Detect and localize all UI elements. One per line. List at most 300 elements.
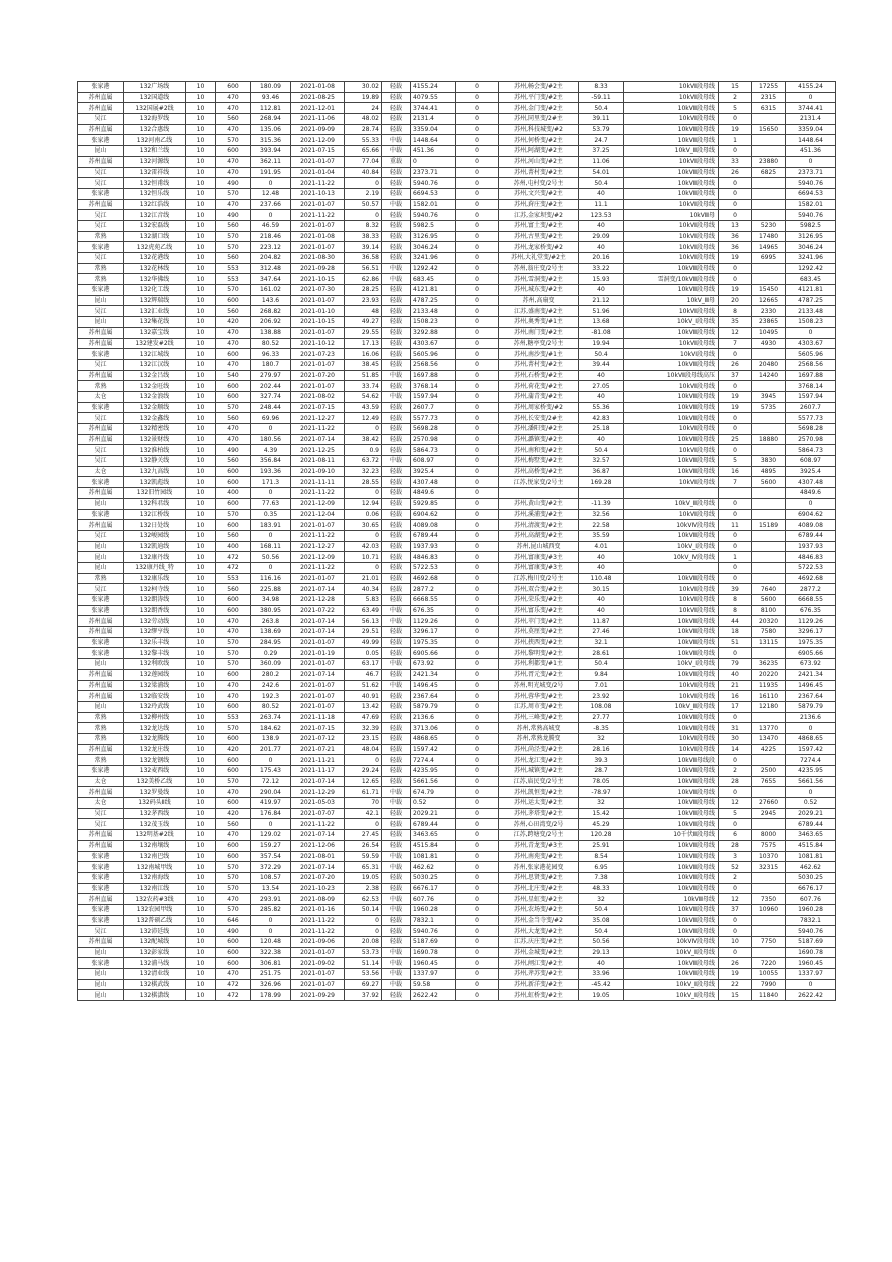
table-cell: 轻载 (382, 220, 411, 231)
table-cell: 27.45 (345, 830, 382, 841)
table-row (78, 327, 836, 338)
table-cell: 372.29 (251, 862, 291, 873)
table-cell: 2021-07-14 (291, 862, 345, 873)
table-cell: 43.59 (345, 402, 382, 413)
table-cell: 10kVⅡ段母线 (624, 199, 719, 210)
table-cell (752, 552, 786, 563)
table-cell: 苏州,菁村变/#2主 (499, 359, 579, 370)
table-cell: 470 (216, 124, 251, 135)
table-row (78, 231, 836, 242)
table-cell: 10 (186, 82, 216, 93)
table-cell: 0 (456, 434, 499, 445)
table-cell: 600 (216, 466, 251, 477)
table-cell: 132日处线 (124, 520, 186, 531)
table-cell: 吴江 (78, 530, 124, 541)
table-cell: 55.36 (579, 402, 624, 413)
table-cell: 132恒甫线 (124, 178, 186, 189)
table-cell: 10 (186, 926, 216, 937)
table-cell: 132景财线 (124, 434, 186, 445)
table-cell: 132利欧线 (124, 659, 186, 670)
table-cell: 0 (456, 242, 499, 253)
table-cell: 苏州直属 (78, 894, 124, 905)
table-cell: 40 (579, 188, 624, 199)
table-cell: 苏州,翁庄变/2号主 (499, 263, 579, 274)
table-cell: 10 (186, 637, 216, 648)
table-cell: 苏州,科技城变/#2 (499, 124, 579, 135)
table-cell: 2136.6 (786, 712, 836, 723)
table-cell: 2133.48 (786, 306, 836, 317)
table-cell: 37 (719, 370, 752, 381)
table-cell: 轻载 (382, 637, 411, 648)
table-cell: 2500 (752, 766, 786, 777)
table-cell: 19 (719, 253, 752, 264)
table-cell: 25 (719, 434, 752, 445)
table-cell: 32 (579, 894, 624, 905)
table-cell: 77.63 (251, 498, 291, 509)
table-cell: 132金旺线 (124, 381, 186, 392)
table-cell: 5929.85 (411, 498, 456, 509)
table-cell: 40.91 (345, 691, 382, 702)
table-cell: 0 (345, 926, 382, 937)
table-cell: 0 (251, 210, 291, 221)
table-cell: 193.36 (251, 466, 291, 477)
table-cell: 10 (186, 188, 216, 199)
table-cell: 4303.67 (411, 338, 456, 349)
table-cell: 10370 (752, 851, 786, 862)
table-cell: 0 (456, 167, 499, 178)
table-cell: 3359.04 (786, 124, 836, 135)
table-cell: 2021-01-19 (291, 648, 345, 659)
table-cell: 7 (719, 477, 752, 488)
table-cell: 13770 (752, 723, 786, 734)
table-cell: 0 (251, 755, 291, 766)
table-cell: 10kVⅢ段母线 (624, 926, 719, 937)
table-cell: 21 (719, 680, 752, 691)
table-row (78, 552, 836, 563)
table-cell: 132茅西线 (124, 808, 186, 819)
table-cell: 常熟 (78, 231, 124, 242)
table-cell: 10kVⅢ段母线 (624, 124, 719, 135)
table-cell: 600 (216, 669, 251, 680)
table-cell: 0 (251, 178, 291, 189)
table-cell: 553 (216, 274, 251, 285)
table-cell: 10 (186, 562, 216, 573)
table-cell: 53.79 (579, 124, 624, 135)
table-cell: 苏州直属 (78, 488, 124, 499)
table-cell: 7220 (752, 958, 786, 969)
table-cell: 5030.25 (411, 872, 456, 883)
table-cell: 6694.53 (786, 188, 836, 199)
table-cell: 570 (216, 231, 251, 242)
table-cell: 昆山 (78, 979, 124, 990)
table-cell: 苏州,心田湾变/2号 (499, 819, 579, 830)
table-cell: 吴江 (78, 167, 124, 178)
table-cell: 132花林线 (124, 263, 186, 274)
table-cell: 苏州,苹门变/#2主 (499, 616, 579, 627)
table-cell: 50.14 (345, 904, 382, 915)
table-cell: 苏州,北庄变/#2主 (499, 883, 579, 894)
table-cell: 0 (456, 253, 499, 264)
table-cell: 15 (719, 990, 752, 1001)
table-cell: 中载 (382, 146, 411, 157)
table-cell: 462.62 (786, 862, 836, 873)
table-cell: 2021-09-02 (291, 958, 345, 969)
table-cell: 11840 (752, 990, 786, 1001)
table-cell: 10kVⅡ段母线 (624, 114, 719, 125)
table-cell: 0 (345, 915, 382, 926)
table-cell: 48 (345, 306, 382, 317)
table-cell: 10 (186, 220, 216, 231)
table-cell: 570 (216, 862, 251, 873)
table-row (78, 338, 836, 349)
table-row (78, 135, 836, 146)
table-cell: 轻载 (382, 466, 411, 477)
table-cell: 48.04 (345, 744, 382, 755)
table-cell: 常熟 (78, 263, 124, 274)
table-cell: 180.56 (251, 434, 291, 445)
table-cell: 13.42 (345, 701, 382, 712)
table-cell: 50.4 (579, 349, 624, 360)
table-row (78, 808, 836, 819)
table-cell: 30.02 (345, 82, 382, 93)
table-row (78, 680, 836, 691)
table-cell: 昆山 (78, 146, 124, 157)
table-row (78, 894, 836, 905)
table-cell: 吴江 (78, 114, 124, 125)
table-cell: 322.38 (251, 947, 291, 958)
table-cell: 470 (216, 434, 251, 445)
table-cell: 10055 (752, 969, 786, 980)
table-cell: 10kVⅢ段母线 (624, 391, 719, 402)
table-cell: 51.96 (579, 306, 624, 317)
table-cell: 苏州,城东变/#2主 (499, 285, 579, 296)
table-cell: 132梁浦线 (124, 680, 186, 691)
table-cell: 10kVⅡ段母线 (624, 306, 719, 317)
table-row (78, 830, 836, 841)
table-cell: 轻载 (382, 188, 411, 199)
table-cell: 20 (719, 295, 752, 306)
table-cell: 0 (719, 562, 752, 573)
table-cell: 2367.64 (786, 691, 836, 702)
table-cell: 2021-08-02 (291, 391, 345, 402)
table-cell: 2021-11-22 (291, 819, 345, 830)
table-cell: 17480 (752, 231, 786, 242)
table-cell: 2021-08-30 (291, 253, 345, 264)
table-cell: 13.68 (579, 317, 624, 328)
table-cell: 1960.28 (786, 904, 836, 915)
table-row (78, 701, 836, 712)
table-cell: 1292.42 (411, 263, 456, 274)
table-cell: 苏州,葑庄变/#2主 (499, 199, 579, 210)
table-cell: 360.09 (251, 659, 291, 670)
table-cell: 中载 (382, 263, 411, 274)
table-row (78, 862, 836, 873)
table-cell: 132柯寺线 (124, 584, 186, 595)
table-cell: 608.97 (786, 456, 836, 467)
table-cell (752, 755, 786, 766)
table-cell: 16 (719, 691, 752, 702)
table-cell: 2021-01-07 (291, 659, 345, 670)
table-cell: 206.92 (251, 317, 291, 328)
table-cell: 10kVⅢ段母线 (624, 648, 719, 659)
table-cell: 72.12 (251, 776, 291, 787)
table-cell: 13115 (752, 637, 786, 648)
table-cell: 570 (216, 135, 251, 146)
table-row (78, 424, 836, 435)
table-cell: 178.99 (251, 990, 291, 1001)
table-cell: 132码头Ⅱ线 (124, 798, 186, 809)
table-cell: 张家港 (78, 648, 124, 659)
table-cell: 10kVⅢ段母线 (624, 766, 719, 777)
table-cell: 0 (719, 509, 752, 520)
table-cell: 132朗香线 (124, 605, 186, 616)
table-cell: 472 (216, 562, 251, 573)
table-cell: 0 (719, 114, 752, 125)
table-cell: 轻载 (382, 990, 411, 1001)
table-cell: 苏州直属 (78, 103, 124, 114)
table-cell: 10kVⅢ段母线 (624, 637, 719, 648)
table-cell: 7.01 (579, 680, 624, 691)
table-cell: 4303.67 (786, 338, 836, 349)
table-cell: 0 (456, 231, 499, 242)
table-cell: 48.33 (579, 883, 624, 894)
table-cell: 吴江 (78, 220, 124, 231)
table-cell: 39.3 (579, 755, 624, 766)
table-cell: 2021-08-11 (291, 456, 345, 467)
table-cell: 2131.4 (786, 114, 836, 125)
table-cell: 0 (456, 413, 499, 424)
table-cell: 175.43 (251, 766, 291, 777)
table-cell: 600 (216, 520, 251, 531)
table-cell: 0 (456, 637, 499, 648)
table-row (78, 381, 836, 392)
table-cell: 560 (216, 530, 251, 541)
table-cell: 6904.62 (411, 509, 456, 520)
table-row (78, 167, 836, 178)
table-cell: 37.92 (345, 990, 382, 1001)
table-cell: 苏州,茅塔变/#2主 (499, 808, 579, 819)
table-cell: 11.87 (579, 616, 624, 627)
table-cell: 132南城甲线 (124, 862, 186, 873)
table-cell: 张家港 (78, 285, 124, 296)
table-cell: 9.84 (579, 669, 624, 680)
table-cell: 0 (456, 937, 499, 948)
table-cell: 132建发#2线 (124, 338, 186, 349)
table-cell: 江苏,盛南变/#2主 (499, 306, 579, 317)
table-row (78, 445, 836, 456)
table-cell: 2021-12-27 (291, 541, 345, 552)
table-cell: 10 (186, 178, 216, 189)
table-cell: 1448.64 (786, 135, 836, 146)
table-cell: 570 (216, 776, 251, 787)
table-cell: 1 (719, 552, 752, 563)
table-cell: 0 (456, 872, 499, 883)
table-cell: 16 (719, 466, 752, 477)
table-cell: 132浦马线 (124, 958, 186, 969)
table-cell: 2021-07-20 (291, 872, 345, 883)
table-cell: 0 (719, 755, 752, 766)
table-cell: 315.36 (251, 135, 291, 146)
table-cell: 5600 (752, 477, 786, 488)
table-row (78, 979, 836, 990)
table-cell: 10 (186, 904, 216, 915)
table-row (78, 584, 836, 595)
table-cell: 中载 (382, 969, 411, 980)
table-cell: 36.87 (579, 466, 624, 477)
table-cell: 132合惠线 (124, 124, 186, 135)
table-cell: 32 (579, 798, 624, 809)
table-cell: 5879.79 (786, 701, 836, 712)
table-row (78, 253, 836, 264)
table-cell: 苏州,明光城变/2号 (499, 680, 579, 691)
table-cell: 苏州,农场变/#2主 (499, 904, 579, 915)
table-cell: 204.82 (251, 253, 291, 264)
table-cell: 93.46 (251, 92, 291, 103)
table-cell: 33.74 (345, 381, 382, 392)
table-cell: 苏州,梅墅变/#2主 (499, 456, 579, 467)
table-cell: 6789.44 (786, 819, 836, 830)
table-cell: 5230 (752, 220, 786, 231)
table-cell: 0 (456, 391, 499, 402)
table-cell: 0 (719, 787, 752, 798)
table-cell: 10 (186, 520, 216, 531)
table-cell: 2021-12-09 (291, 552, 345, 563)
table-cell: 轻载 (382, 178, 411, 189)
table-cell: 0 (456, 562, 499, 573)
table-cell: 10kVⅢ段母线 (624, 787, 719, 798)
table-cell (752, 648, 786, 659)
table-cell: 26 (719, 958, 752, 969)
table-cell: 苏州,溪浦变/#2主 (499, 509, 579, 520)
table-cell: 2021-11-22 (291, 915, 345, 926)
table-row (78, 755, 836, 766)
table-cell: 42.1 (345, 808, 382, 819)
table-cell: 10 (719, 937, 752, 948)
table-cell: 36 (719, 242, 752, 253)
table-cell: 11 (719, 520, 752, 531)
table-cell: 600 (216, 958, 251, 969)
table-row (78, 306, 836, 317)
table-cell: 2021-11-22 (291, 210, 345, 221)
table-cell: 3768.14 (786, 381, 836, 392)
table-cell: 2021-12-09 (291, 498, 345, 509)
table-cell: 4868.65 (411, 733, 456, 744)
table-cell (752, 135, 786, 146)
table-cell: 0.35 (251, 509, 291, 520)
table-cell: 昆山 (78, 552, 124, 563)
table-cell: 0 (456, 808, 499, 819)
table-cell: 5661.56 (786, 776, 836, 787)
table-cell: 2021-01-07 (291, 199, 345, 210)
table-cell: 2021-10-23 (291, 883, 345, 894)
table-cell: 张家港 (78, 82, 124, 93)
table-cell: 19 (719, 969, 752, 980)
table-cell: 苏州,蓉华变/#2主 (499, 691, 579, 702)
table-cell: 600 (216, 605, 251, 616)
table-cell: 中载 (382, 798, 411, 809)
table-cell: 48.02 (345, 114, 382, 125)
table-cell: 570 (216, 723, 251, 734)
table-cell: 10kVⅢ母 (624, 210, 719, 221)
table-cell: 7.38 (579, 872, 624, 883)
table-cell: 苏州,高桥变/#2主 (499, 466, 579, 477)
table-cell: 132宏磊线 (124, 220, 186, 231)
table-cell: 10kVⅢ段母线 (624, 969, 719, 980)
table-cell: 苏州,高扇变 (499, 295, 579, 306)
table-cell: 轻载 (382, 776, 411, 787)
table-cell: 0 (456, 445, 499, 456)
table-cell: 5661.56 (411, 776, 456, 787)
table-cell: 600 (216, 937, 251, 948)
table-cell: 22 (719, 979, 752, 990)
table-cell: 10 (186, 498, 216, 509)
table-cell: 5879.79 (411, 701, 456, 712)
table-cell (752, 530, 786, 541)
table-cell: 10kVⅡ段母线 (624, 744, 719, 755)
table-cell: 10kVⅢ段母线 (624, 263, 719, 274)
table-cell: 10kVⅣ段母线 (624, 520, 719, 531)
table-cell: 10kV_Ⅱ段母线 (624, 979, 719, 990)
table-row (78, 82, 836, 93)
table-cell: 2136.6 (411, 712, 456, 723)
table-cell: 36 (719, 231, 752, 242)
table-cell: 中载 (382, 894, 411, 905)
table-cell: 10 (186, 627, 216, 638)
table-cell: 1292.42 (786, 263, 836, 274)
table-cell: 0 (719, 926, 752, 937)
table-cell: 2622.42 (411, 990, 456, 1001)
table-cell: 0 (719, 947, 752, 958)
table-cell: 191.95 (251, 167, 291, 178)
table-cell: 108.08 (579, 701, 624, 712)
table-cell: 132龙钢线 (124, 755, 186, 766)
table-cell: 132农园甲线 (124, 904, 186, 915)
table-cell: 张家港 (78, 862, 124, 873)
table-cell: 0 (456, 733, 499, 744)
table-cell: 苏州,平门变/#2主 (499, 92, 579, 103)
table-cell: 470 (216, 359, 251, 370)
table-cell: 4089.08 (411, 520, 456, 531)
table-cell: 10kVⅡ段母线 (624, 733, 719, 744)
table-cell: 轻载 (382, 402, 411, 413)
table-cell: 江苏,悦家变/2号主 (499, 477, 579, 488)
table-cell: 132江城线 (124, 349, 186, 360)
table-row (78, 263, 836, 274)
table-cell: 327.74 (251, 391, 291, 402)
table-row (78, 114, 836, 125)
table-cell: 昆山 (78, 317, 124, 328)
table-cell: 1337.97 (786, 969, 836, 980)
table-cell: 10kV_Ⅲ段母线 (624, 146, 719, 157)
table-cell: 419.97 (251, 798, 291, 809)
table-cell: 5722.53 (786, 562, 836, 573)
table-cell: 2373.71 (786, 167, 836, 178)
table-cell: 昆山 (78, 947, 124, 958)
table-cell: 10 (186, 135, 216, 146)
table-cell: 0 (456, 755, 499, 766)
table-cell: 轻载 (382, 830, 411, 841)
table-cell: 中载 (382, 659, 411, 670)
table-row (78, 605, 836, 616)
table-cell: 225.88 (251, 584, 291, 595)
table-cell: 183.91 (251, 520, 291, 531)
table-cell: 161.02 (251, 285, 291, 296)
table-cell: 0 (456, 370, 499, 381)
table-cell: 吴江 (78, 456, 124, 467)
table-cell: 14 (719, 744, 752, 755)
table-cell: 0 (456, 627, 499, 638)
table-cell: 轻载 (382, 445, 411, 456)
